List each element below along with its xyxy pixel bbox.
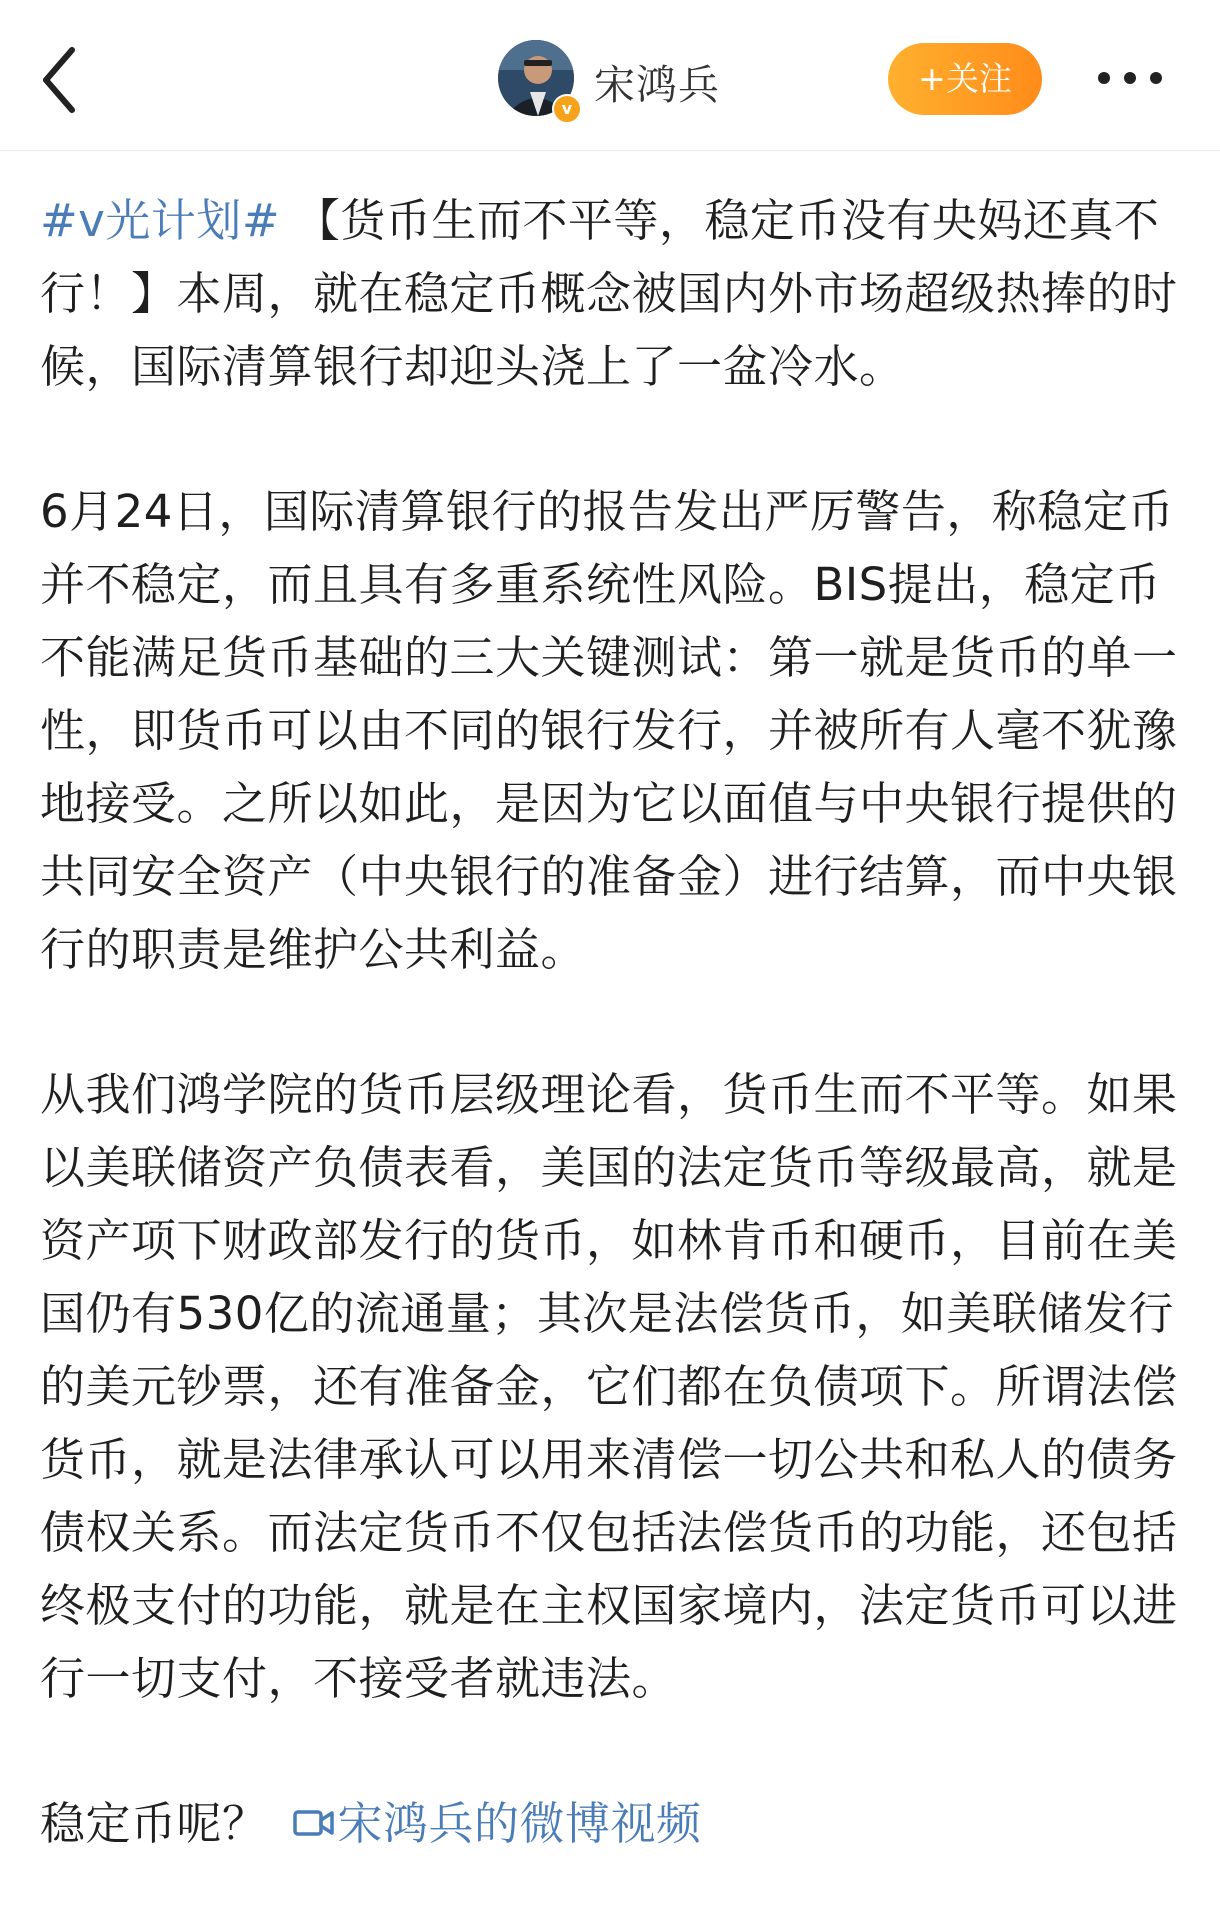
back-button[interactable] [36, 40, 96, 120]
video-camera-icon [292, 1803, 336, 1843]
paragraph-4 [40, 1787, 1180, 1860]
chevron-left-icon [36, 40, 96, 120]
follow-button[interactable]: +关注 [888, 43, 1042, 115]
username[interactable]: 宋鸿兵 [594, 61, 720, 109]
post-content [40, 184, 1180, 1932]
verified-badge-icon: v [552, 94, 582, 124]
paragraph-4-text: 稳定币呢？ [40, 1797, 268, 1850]
paragraph-3: 从我们鸿学院的货币层级理论看，货币生而不平等。如果以美联储资产负债表看，美国的法定货币等级最高，就是资产项下财政部发行的货币，如林肯币和硬币，目前在美国仍有530亿的流通量；其次是法偿货币，如美联储发行的美元钞票，还有准备金，它们都在负债项下。所谓法偿货币，就是法律承认可以用来清偿一切公共和私人的债务债权关系。而法定货币不仅包括法偿货币的功能，还包括终极支付的功能，就是在主权国家境内，法定货币可以进行一切支付，不接受者就违法。 [40, 1068, 1178, 1705]
top-navigation-bar [0, 0, 1220, 151]
more-dots-icon [1090, 58, 1170, 98]
hashtag-link[interactable]: #v光计划# [40, 194, 281, 247]
video-link[interactable] [292, 1797, 702, 1850]
more-button[interactable] [1090, 58, 1170, 98]
paragraph-1 [40, 184, 1180, 403]
paragraph-2: 6月24日，国际清算银行的报告发出严厉警告，称稳定币并不稳定，而且具有多重系统性风险。BIS提出，稳定币不能满足货币基础的三大关键测试：第一就是货币的单一性，即货币可以由不同的银行发行，并被所有人毫不犹豫地接受。之所以如此，是因为它以面值与中央银行提供的共同安全资产（中央银行的准备金）进行结算，而中央银行的职责是维护公共利益。 [40, 485, 1178, 976]
paragraph-1-text: 【货币生而不平等，稳定币没有央妈还真不行！】本周，就在稳定币概念被国内外市场超级热捧的时候，国际清算银行却迎头浇上了一盆冷水。 [40, 194, 1178, 393]
video-link-label: 宋鸿兵的微博视频 [337, 1797, 702, 1850]
